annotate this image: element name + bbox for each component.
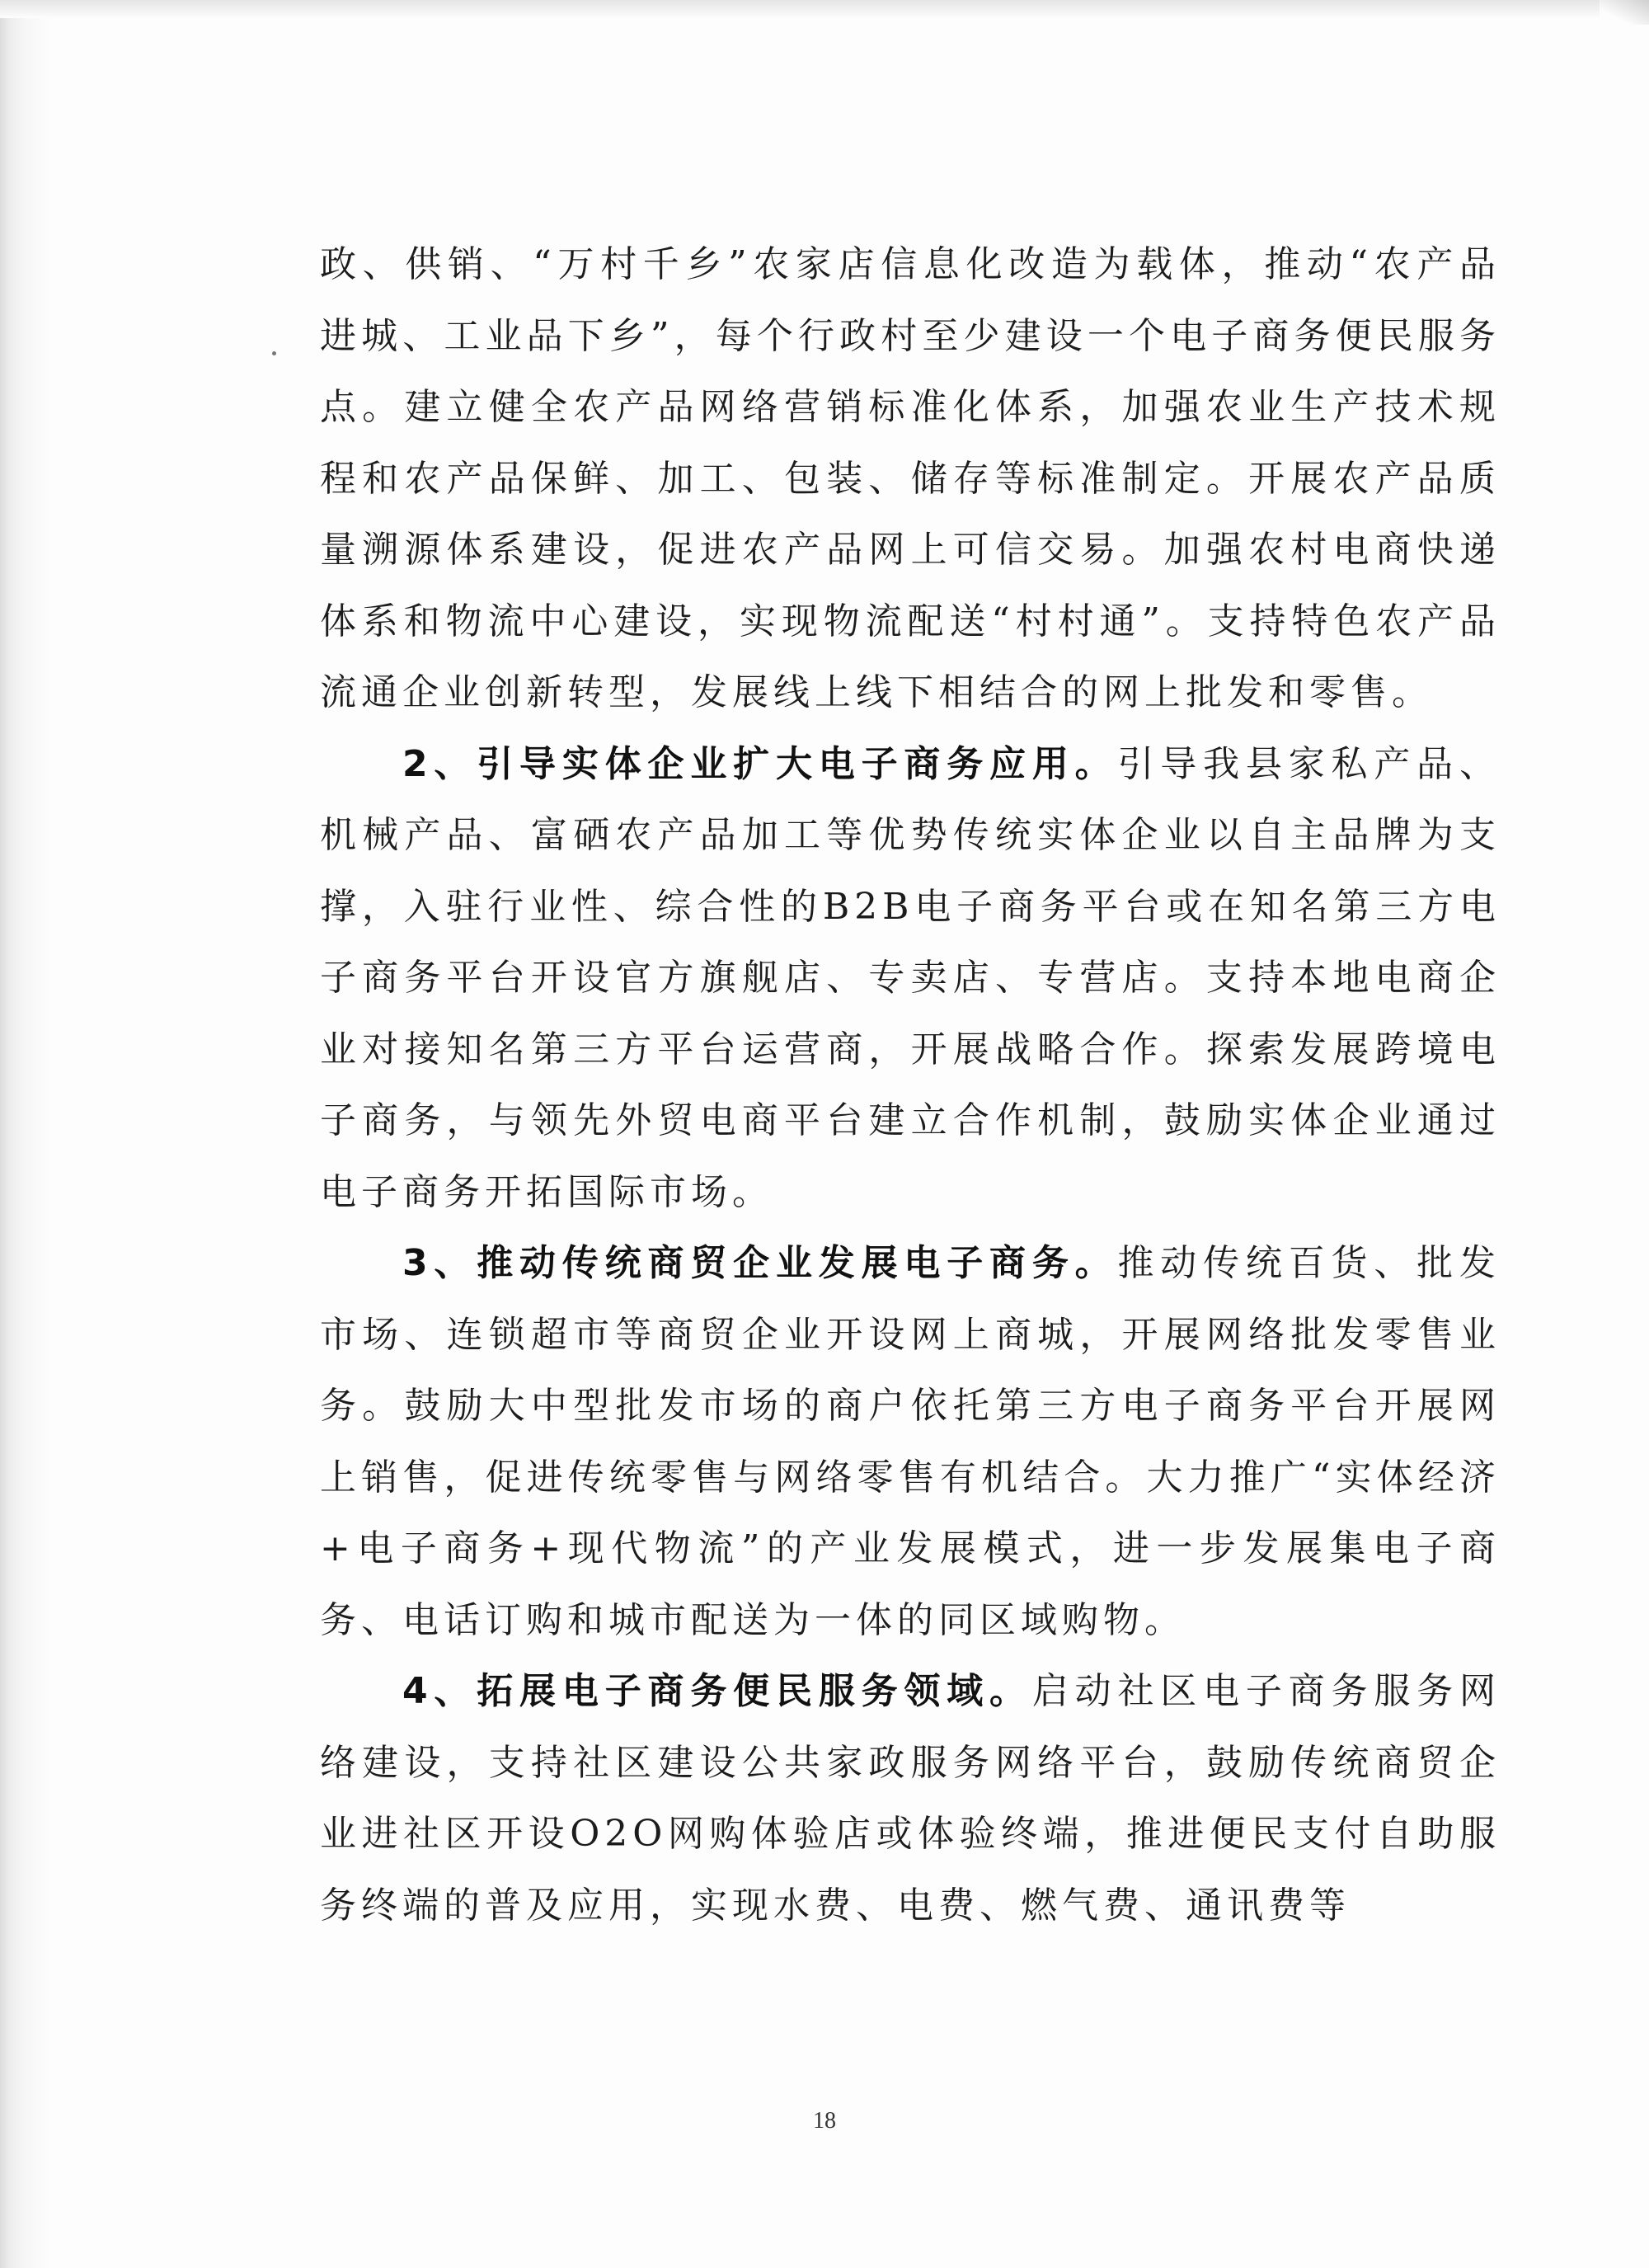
paragraph-text: 启动社区电子商务服务网络建设，支持社区建设公共家政服务网络平台，鼓励传统商贸企业进社区开设O2O网购体验店或体验终端，推进便民支付自助服务终端的普及应用，实现水费、电费、燃气费、通讯费等 (320, 1670, 1501, 1927)
paragraph-heading: 2、引导实体企业扩大电子商务应用。 (402, 742, 1118, 785)
paragraph-2 (320, 729, 1501, 1229)
scan-shadow-corner (1600, 0, 1649, 25)
scan-shadow-left (0, 0, 49, 2268)
paragraph-1 (320, 229, 1501, 729)
paragraph-text: 推动传统百货、批发市场、连锁超市等商贸企业开设网上商城，开展网络批发零售业务。鼓励大中型批发市场的商户依托第三方电子商务平台开展网上销售，促进传统零售与网络零售有机结合。大力推广“实体经济+电子商务+现代物流”的产业发展模式，进一步发展集电子商务、电话订购和城市配送为一体的同区域购物。 (320, 1242, 1501, 1641)
paragraph-heading: 4、拓展电子商务便民服务领域。 (402, 1670, 1032, 1712)
document-body (320, 229, 1501, 1941)
paragraph-4 (320, 1656, 1501, 1941)
paragraph-3 (320, 1228, 1501, 1656)
paragraph-text: 政、供销、“万村千乡”农家店信息化改造为载体，推动“农产品进城、工业品下乡”，每个行政村至少建设一个电子商务便民服务点。建立健全农产品网络营销标准化体系，加强农业生产技术规程和农产品保鲜、加工、包装、储存等标准制定。开展农产品质量溯源体系建设，促进农产品网上可信交易。加强农村电商快递体系和物流中心建设，实现物流配送“村村通”。支持特色农产品流通企业创新转型，发展线上线下相结合的网上批发和零售。 (320, 243, 1501, 713)
paragraph-text: 引导我县家私产品、机械产品、富硒农产品加工等优势传统实体企业以自主品牌为支撑，入驻行业性、综合性的B2B电子商务平台或在知名第三方电子商务平台开设官方旗舰店、专卖店、专营店。支持本地电商企业对接知名第三方平台运营商，开展战略合作。探索发展跨境电子商务，与领先外贸电商平台建立合作机制，鼓励实体企业通过电子商务开拓国际市场。 (320, 742, 1501, 1213)
page-number: 18 (813, 2108, 836, 2134)
scan-speck (272, 351, 276, 355)
paragraph-heading: 3、推动传统商贸企业发展电子商务。 (402, 1242, 1118, 1284)
scan-shadow-top (0, 0, 1649, 18)
